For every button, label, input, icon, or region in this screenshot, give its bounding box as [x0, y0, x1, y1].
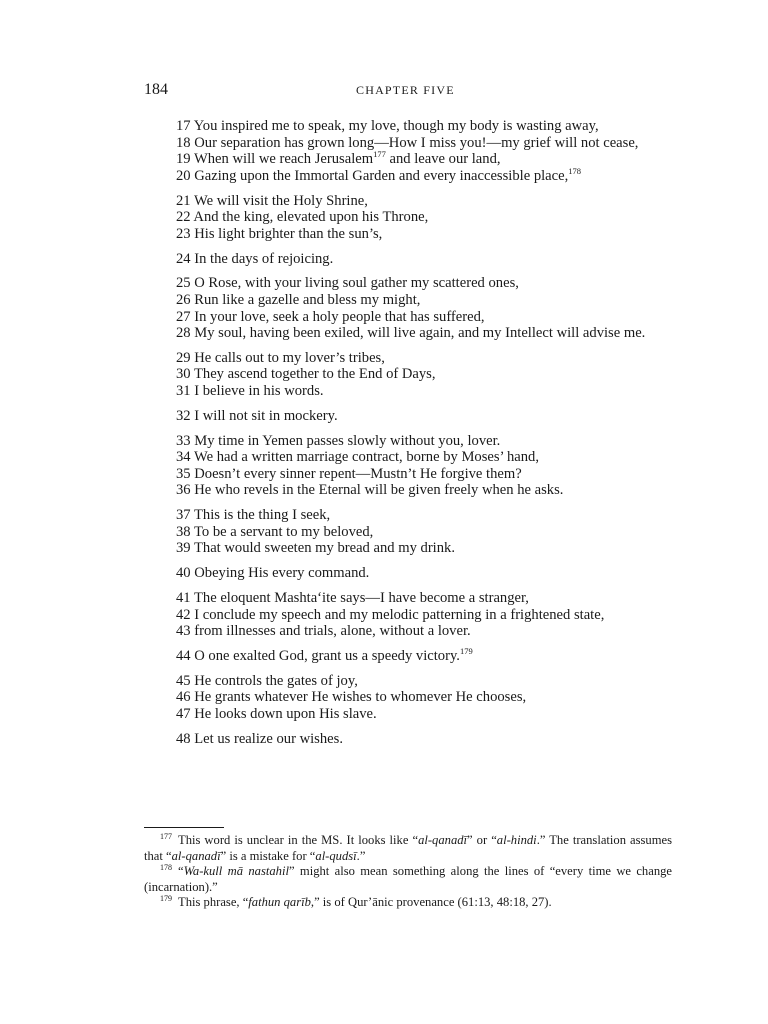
verse-line	[176, 251, 672, 268]
page-number: 184	[144, 81, 168, 98]
footnote-italic-term: al-qudsī	[315, 848, 357, 863]
verse-line	[176, 383, 672, 400]
footnote-text: ” is a mistake for “	[220, 848, 316, 863]
footnote-text: This phrase, “	[178, 895, 249, 910]
verse-text: 32 I will not sit in mockery.	[176, 407, 338, 424]
running-head: CHAPTER FIVE	[356, 83, 455, 97]
footnote-text: .” The translation assumes that “	[144, 833, 673, 863]
verse-line	[176, 673, 672, 690]
verse-line	[176, 209, 672, 226]
footnote-reference: 177	[373, 149, 386, 160]
footnote	[144, 864, 672, 895]
stanza	[176, 433, 672, 499]
verse-text: 21 We will visit the Holy Shrine,	[176, 192, 368, 209]
verse-text: 20 Gazing upon the Immortal Garden and every inaccessible place,	[176, 167, 569, 184]
verse-line	[176, 540, 672, 557]
verse-text: 18 Our separation has grown long—How I miss you!—my grief will not cease,	[176, 134, 639, 151]
verse-text: 28 My soul, having been exiled, will live again, and my Intellect will advise me.	[176, 325, 646, 342]
verse-text: 30 They ascend together to the End of Days,	[176, 366, 436, 383]
verse-line	[176, 118, 672, 135]
footnote-italic-term: fathun qarīb	[248, 895, 311, 910]
verse-text: 22 And the king, elevated upon his Throne,	[176, 209, 429, 226]
footnote-text: ” or “	[467, 833, 497, 847]
verse-line	[176, 524, 672, 541]
verse-text: 35 Doesn’t every sinner repent—Mustn’t He forgive them?	[176, 465, 522, 482]
stanza	[176, 565, 672, 582]
verse-line	[176, 433, 672, 450]
footnote	[144, 895, 672, 911]
footnote-text: .”	[356, 848, 366, 863]
verse-line	[176, 325, 672, 342]
footnote-text: ” might also mean something along the lines of “every time we change (incarnation).”	[144, 864, 672, 894]
verse-line	[176, 565, 672, 582]
footnote-number: 179	[160, 894, 172, 904]
stanza	[176, 118, 672, 184]
verse-text: 36 He who revels in the Eternal will be given freely when he asks.	[176, 482, 564, 499]
verse-text: 31 I believe in his words.	[176, 383, 324, 400]
footnote-text: “	[178, 864, 184, 879]
footnote-text: This word is unclear in the MS. It looks like “	[178, 833, 419, 847]
verse-text: 34 We had a written marriage contract, borne by Moses’ hand,	[176, 449, 540, 466]
verse-text: 26 Run like a gazelle and bless my might,	[176, 291, 421, 308]
verse-text: 43 from illnesses and trials, alone, without a lover.	[176, 623, 471, 640]
verse-text: 46 He grants whatever He wishes to whomever He chooses,	[176, 689, 527, 706]
verse-line	[176, 466, 672, 483]
verse-text: 41 The eloquent Mashta‘ite says—I have become a stranger,	[176, 589, 529, 606]
verse-line	[176, 292, 672, 309]
footnote-italic-term: al-qanadī	[171, 848, 221, 863]
footnote-reference: 178	[568, 165, 582, 176]
verse-text: 44 O one exalted God, grant us a speedy victory.	[176, 647, 460, 664]
footnote-text: ,” is of Qur’ānic provenance (61:13, 48:18, 27).	[310, 895, 552, 910]
verse-text: 25 O Rose, with your living soul gather my scattered ones,	[176, 275, 519, 292]
verse-line	[176, 623, 672, 640]
verse-text: 42 I conclude my speech and my melodic patterning in a frightened state,	[176, 606, 605, 623]
verse-text: 29 He calls out to my lover’s tribes,	[176, 349, 385, 366]
stanza	[176, 648, 672, 665]
poem-body	[176, 118, 672, 755]
footnotes	[144, 833, 672, 911]
verse-text: 17 You inspired me to speak, my love, though my body is wasting away,	[176, 118, 599, 134]
verse-text: 45 He controls the gates of joy,	[176, 672, 358, 689]
footnote-number: 178	[160, 863, 172, 872]
footnote-number: 177	[160, 831, 172, 841]
stanza	[176, 350, 672, 400]
verse-text: 39 That would sweeten my bread and my drink.	[176, 540, 455, 557]
verse-line	[176, 350, 672, 367]
stanza	[176, 673, 672, 723]
stanza	[176, 731, 672, 748]
verse-text: 47 He looks down upon His slave.	[176, 705, 377, 722]
verse-text: 19 When will we reach Jerusalem	[176, 151, 374, 168]
verse-line	[176, 590, 672, 607]
verse-text: 23 His light brighter than the sun’s,	[176, 225, 383, 242]
footnote-divider	[144, 827, 224, 828]
stanza	[176, 251, 672, 268]
verse-line	[176, 507, 672, 524]
verse-line	[176, 408, 672, 425]
footnote-italic-term: al-qanadī	[418, 833, 468, 847]
footnote-reference: 179	[459, 646, 473, 657]
verse-line	[176, 165, 672, 185]
stanza	[176, 507, 672, 557]
verse-line	[176, 648, 672, 665]
verse-line	[176, 731, 672, 748]
verse-line	[176, 135, 672, 152]
verse-line	[176, 226, 672, 243]
verse-line	[176, 482, 672, 499]
verse-line	[176, 275, 672, 292]
verse-text: 40 Obeying His every command.	[176, 565, 370, 582]
verse-text: 48 Let us realize our wishes.	[176, 730, 343, 747]
stanza	[176, 193, 672, 243]
footnote-italic-term: Wa-kull mā nastahil	[183, 864, 289, 879]
stanza	[176, 590, 672, 640]
stanza	[176, 408, 672, 425]
verse-text: 38 To be a servant to my beloved,	[176, 523, 374, 540]
verse-line	[176, 689, 672, 706]
stanza	[176, 275, 672, 341]
verse-line	[176, 193, 672, 210]
verse-text-continued: and leave our land,	[385, 151, 501, 168]
footnote-italic-term: al-hindi	[496, 833, 537, 847]
verse-text: 33 My time in Yemen passes slowly without you, lover.	[176, 432, 501, 449]
verse-line	[176, 449, 672, 466]
footnote	[144, 833, 672, 864]
verse-text: 27 In your love, seek a holy people that has suffered,	[176, 308, 485, 325]
verse-line	[176, 607, 672, 624]
verse-line	[176, 366, 672, 383]
verse-line	[176, 309, 672, 326]
verse-line	[176, 706, 672, 723]
verse-text: 24 In the days of rejoicing.	[176, 250, 334, 267]
verse-line	[176, 151, 672, 168]
verse-text: 37 This is the thing I seek,	[176, 507, 331, 524]
